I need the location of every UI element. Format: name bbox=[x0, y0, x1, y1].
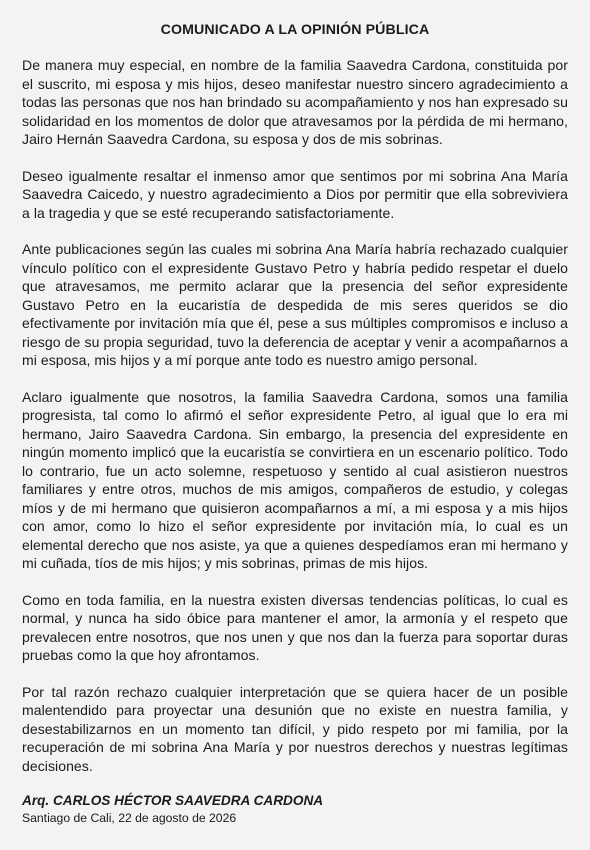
signature-block bbox=[22, 793, 568, 825]
place-and-date: Santiago de Cali, 22 de agosto de 2026 bbox=[22, 811, 237, 825]
paragraph-political-tendencies: Como en toda familia, en la nuestra existen diversas tendencias políticas, lo cual es normal, y nunca ha sido óbice para mantener el amor, la armonía y el respeto que prevalecen entre nosotros, que nos unen y que nos dan la fuerza para soportar duras pruebas como la que hoy afrontamos. bbox=[22, 591, 568, 663]
signatory-name: Arq. CARLOS HÉCTOR SAAVEDRA CARDONA bbox=[22, 793, 324, 808]
paragraph-progressive-family: Aclaro igualmente que nosotros, la familia Saavedra Cardona, somos una familia progresista, tal como lo afirmó el señor expresidente Petro, al igual que lo era mi hermano, Jairo Saavedra Cardona. Sin embargo, la presencia del expresidente en ningún momento implicó que la eucaristía se convirtiera en un escenario político. Todo lo contrario, fue un acto solemne, respetuoso y sentido al cual asistieron nuestros familiares y entre otros, muchos de mis amigos, compañeros de estudio, y colegas míos y de mi hermano que quisieron acompañarnos a mí, a mi esposa y a mis hijos con amor, como lo hizo el señor expresidente por invitación mía, lo cual es un elemental derecho que nos asiste, ya que a quienes despedíamos eran mi hermano y mi cuñada, tíos de mis hijos; y mis sobrinas, primas de mis hijos. bbox=[22, 388, 568, 571]
paragraph-gratitude: De manera muy especial, en nombre de la familia Saavedra Cardona, constituida por el suscrito, mi esposa y mis hijos, deseo manifestar nuestro sincero agradecimiento a todas las personas que nos han brindado su acompañamiento y nos han expresado su solidaridad en los momentos de dolor que atravesamos por la pérdida de mi hermano, Jairo Hernán Saavedra Cardona, su esposa y dos de mis sobrinas. bbox=[22, 57, 568, 147]
paragraph-niece-recovery: Deseo igualmente resaltar el inmenso amor que sentimos por mi sobrina Ana María Saavedra Caicedo, y nuestro agradecimiento a Dios por permitir que ella sobreviviera a la tragedia y que se esté recuperando satisfactoriamente. bbox=[22, 167, 568, 221]
document-title: COMUNICADO A LA OPINIÓN PÚBLICA bbox=[160, 22, 430, 38]
paragraph-respect-request: Por tal razón rechazo cualquier interpretación que se quiera hacer de un posible malentendido para proyectar una desunión que no existe en nuestra familia, y desestabilizarnos en un momento tan difícil, y pido respeto por mi familia, por la recuperación de mi sobrina Ana María y por nuestros derechos y nuestras legítimas decisiones. bbox=[22, 683, 568, 774]
paragraph-petro-presence: Ante publicaciones según las cuales mi sobrina Ana María habría rechazado cualquier vínculo político con el expresidente Gustavo Petro y habría pedido respetar el duelo que atravesamos, me permito aclarar que la presencia del señor expresidente Gustavo Petro en la eucaristía de despedida de mis seres queridos se dio efectivamente por invitación mía que él, pese a sus múltiples compromisos e incluso a riesgo de su propia seguridad, tuvo la deferencia de aceptar y venir a acompañarnos a mi esposa, mis hijos y a mí porque ante todo es nuestro amigo personal. bbox=[22, 241, 568, 368]
